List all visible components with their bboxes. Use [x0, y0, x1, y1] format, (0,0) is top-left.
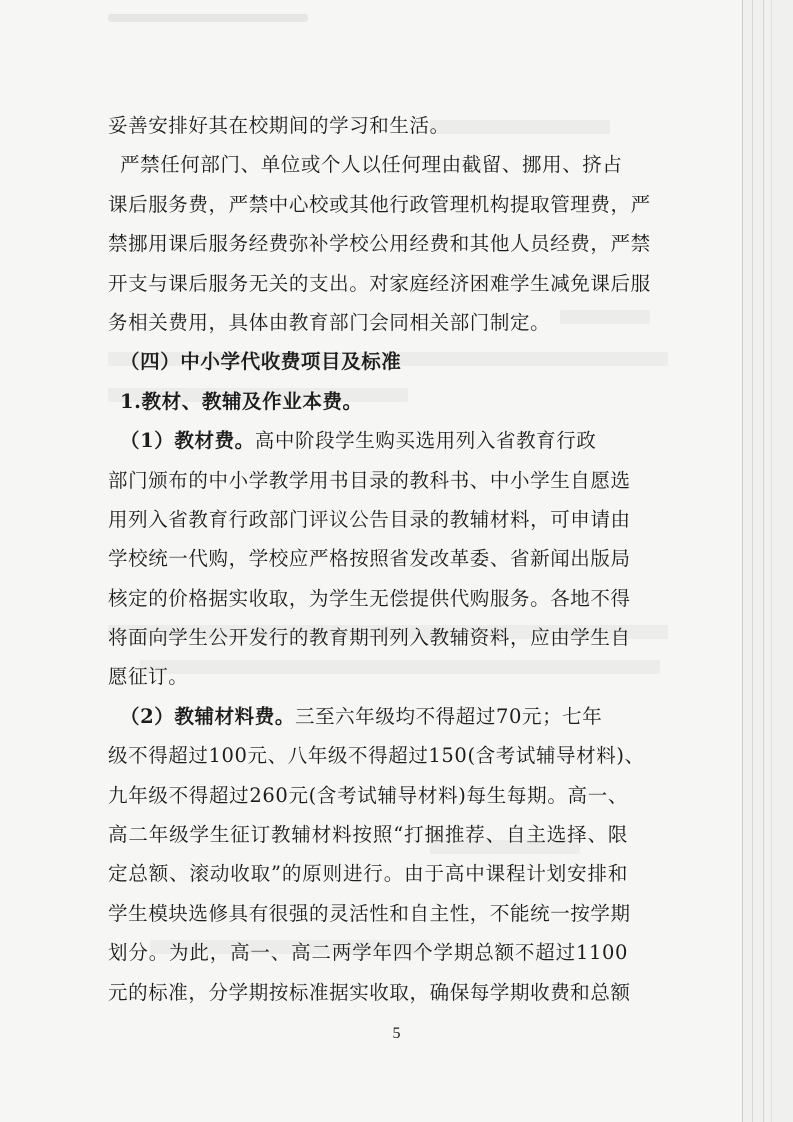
text-line: 学生模块选修具有很强的灵活性和自主性，不能统一按学期: [108, 901, 631, 925]
scan-edge-line: [752, 0, 753, 1122]
text-line: 妥善安排好其在校期间的学习和生活。: [108, 114, 450, 137]
scan-edge-line: [742, 0, 743, 1122]
section-heading: （四）中小学代收费项目及标准: [120, 350, 402, 374]
text-line: 愿征订。: [108, 665, 189, 689]
text-line: 学校统一代购，学校应严格按照省发改革委、省新闻出版局: [108, 547, 631, 571]
text-line: 将面向学生公开发行的教育期刊列入教辅资料，应由学生自: [108, 626, 631, 650]
text-line: 课后服务费，严禁中心校或其他行政管理机构提取管理费，严: [108, 192, 651, 216]
subsection-heading: 1.教材、教辅及作业本费。: [120, 389, 363, 413]
text-line: 务相关费用，具体由教育部门会同相关部门制定。: [108, 310, 551, 334]
scan-edge-strip: [743, 0, 793, 1122]
text-line: （1）教材费。高中阶段学生购买选用列入省教育行政: [120, 429, 597, 453]
text-line: 划分。为此，高一、高二两学年四个学期总额不超过1100: [108, 941, 628, 965]
text-line: 高二年级学生征订教辅材料按照“打捆推荐、自主选择、限: [108, 823, 628, 847]
scan-artifact: [108, 14, 308, 22]
text-line: 核定的价格据实收取，为学生无偿提供代购服务。各地不得: [108, 586, 631, 610]
text-line: 严禁任何部门、单位或个人以任何理由截留、挪用、挤占: [120, 153, 623, 177]
scan-edge-line: [771, 0, 772, 1122]
text-line: 用列入省教育行政部门评议公告目录的教辅材料，可申请由: [108, 507, 631, 531]
scan-edge-line: [763, 0, 764, 1122]
body-text: [108, 106, 651, 1012]
text-line: 禁挪用课后服务经费弥补学校公用经费和其他人员经费，严禁: [108, 232, 651, 256]
text-line: 定总额、滚动收取”的原则进行。由于高中课程计划安排和: [108, 862, 628, 886]
text-line: （2）教辅材料费。三至六年级均不得超过70元；七年: [120, 704, 603, 728]
item-lead: （2）教辅材料费。: [120, 704, 295, 728]
item-lead: （1）教材费。: [120, 429, 255, 453]
text-line: 级不得超过100元、八年级不得超过150(含考试辅导材料)、: [108, 744, 645, 768]
text-line: 部门颁布的中小学教学用书目录的教科书、中小学生自愿选: [108, 468, 631, 492]
page-number: 5: [392, 1025, 401, 1042]
text-line: 元的标准，分学期按标准据实收取，确保每学期收费和总额: [108, 980, 631, 1004]
text-line: 开支与课后服务无关的支出。对家庭经济困难学生减免课后服: [108, 271, 651, 295]
text-line: 九年级不得超过260元(含考试辅导材料)每生每期。高一、: [108, 783, 628, 807]
